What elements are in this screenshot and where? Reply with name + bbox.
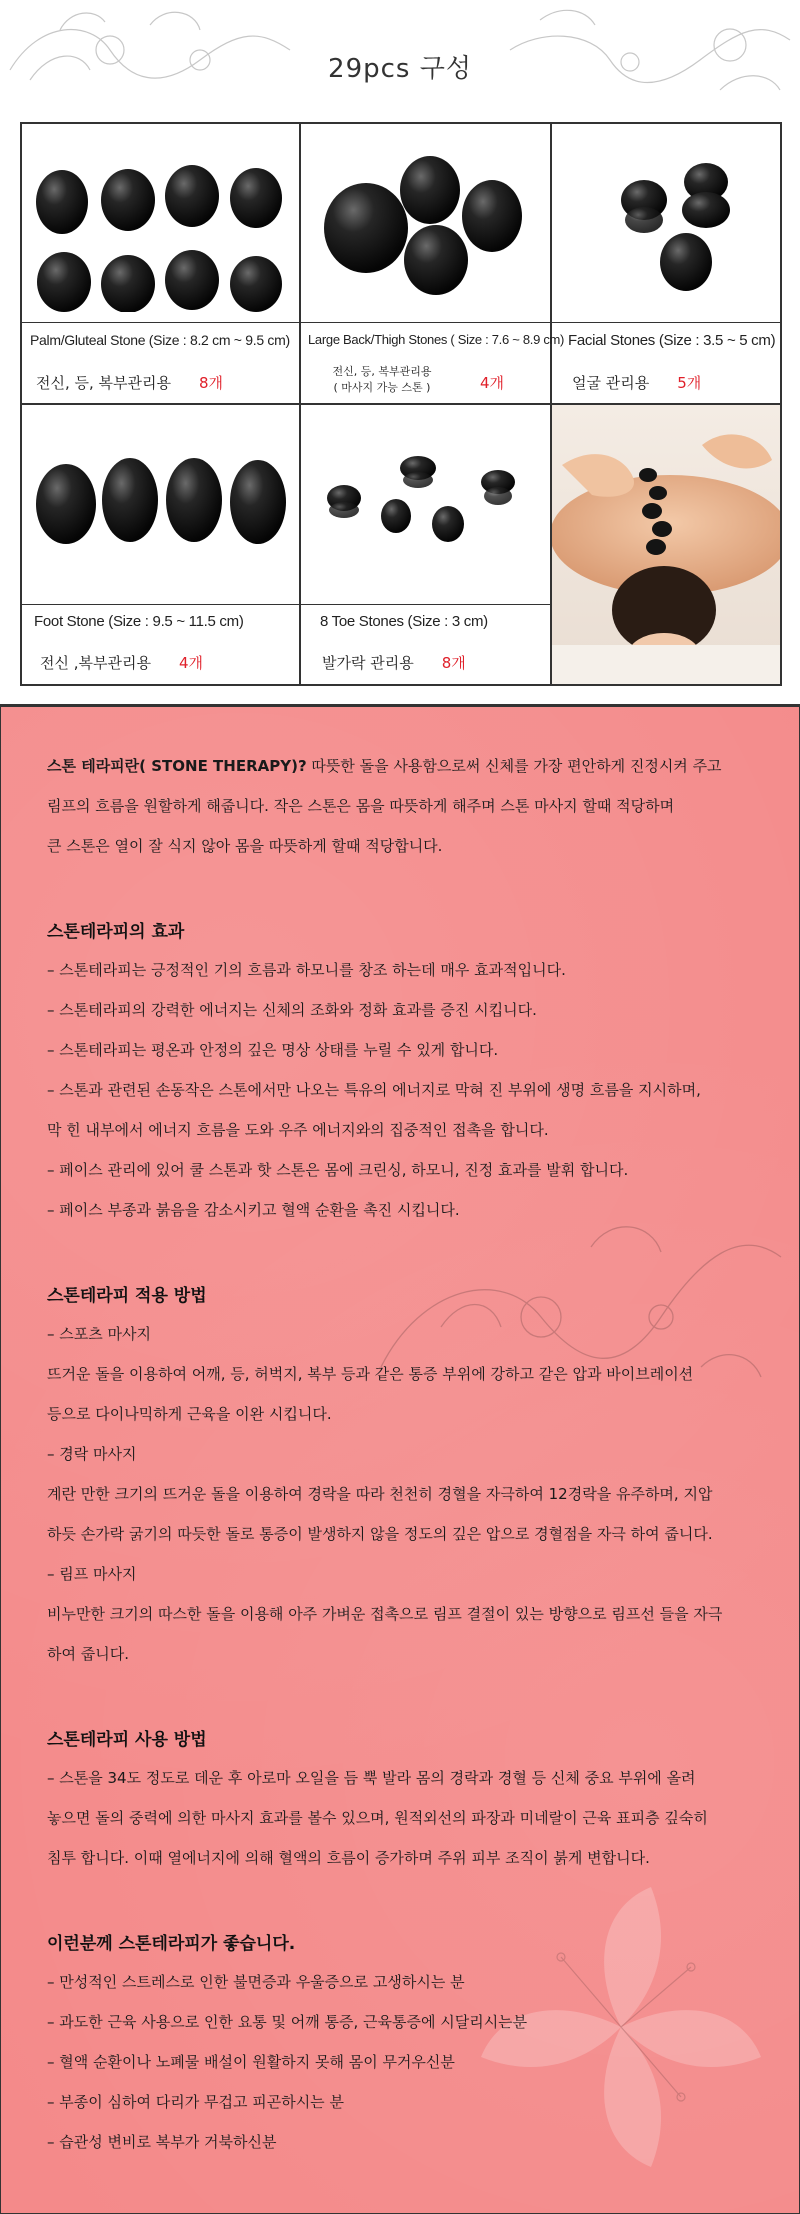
methods-line: 뜨거운 돌을 이용하여 어깨, 등, 허벅지, 복부 등과 같은 통증 부위에 강하고 같은 압과 바이브레이션 xyxy=(47,1365,694,1383)
toe-stone-usage-text: 발가락 관리용 xyxy=(322,654,414,672)
grid-divider xyxy=(22,322,780,323)
product-grid xyxy=(20,122,782,686)
methods-line: – 스포츠 마사지 xyxy=(47,1325,151,1343)
large-back-stone-usage-line1: 전신, 등, 복부관리용 xyxy=(332,365,432,378)
facial-stones-photo xyxy=(562,138,772,314)
facial-stone-caption: Facial Stones (Size : 3.5 ~ 5 cm) xyxy=(568,332,776,349)
effects-line: 막 힌 내부에서 에너지 흐름을 도와 우주 에너지와의 집중적인 접촉을 합니다. xyxy=(47,1121,549,1139)
recommend-line: – 습관성 변비로 복부가 거북하신분 xyxy=(47,2133,277,2151)
foot-stone-count: 4개 xyxy=(178,654,204,672)
recommend-heading: 이런분께 스톤테라피가 좋습니다. xyxy=(47,1934,296,1954)
stone-therapy-info-section xyxy=(0,706,800,2214)
page-title: 29pcs 구성 xyxy=(328,54,472,84)
facial-stone-usage xyxy=(572,372,701,393)
effects-line: – 페이스 관리에 있어 쿨 스톤과 핫 스톤은 몸에 크린싱, 하모니, 진정 효과를 발휘 합니다. xyxy=(47,1161,629,1179)
grid-divider xyxy=(22,604,550,605)
large-back-stones-photo xyxy=(308,138,542,318)
usage-line: – 스톤을 34도 정도로 데운 후 아로마 오일을 듬 뿍 발라 몸의 경락과 경혈 등 신체 중요 부위에 올려 xyxy=(47,1769,696,1787)
facial-stone-usage-text: 얼굴 관리용 xyxy=(572,374,650,392)
effects-line: – 스톤과 관련된 손동작은 스톤에서만 나오는 특유의 에너지로 막혀 진 부위에 생명 흐름을 지시하며, xyxy=(47,1081,701,1099)
product-composition-section xyxy=(0,0,800,706)
usage-line: 침투 합니다. 이때 열에너지에 의해 혈액의 흐름이 증가하며 주위 피부 조직이 붉게 변합니다. xyxy=(47,1849,650,1867)
foot-stone-caption: Foot Stone (Size : 9.5 ~ 11.5 cm) xyxy=(34,613,244,630)
methods-line: 하여 줍니다. xyxy=(47,1645,129,1663)
methods-line: 하듯 손가락 굵기의 따듯한 돌로 통증이 발생하지 않을 정도의 깊은 압으로 경혈점을 자극 하여 줍니다. xyxy=(47,1525,713,1543)
effects-heading: 스톤테라피의 효과 xyxy=(47,922,185,942)
large-back-stone-caption: Large Back/Thigh Stones ( Size : 7.6 ~ 8.9 cm) xyxy=(308,332,565,347)
foot-stone-usage-text: 전신 ,복부관리용 xyxy=(40,654,151,672)
palm-stone-usage-text: 전신, 등, 복부관리용 xyxy=(36,374,171,392)
usage-line: 놓으면 돌의 중력에 의한 마사지 효과를 볼수 있으며, 원적외선의 파장과 미네랄이 근육 표피층 깊숙히 xyxy=(47,1809,708,1827)
usage-heading: 스톤테라피 사용 방법 xyxy=(47,1730,207,1750)
methods-heading: 스톤테라피 적용 방법 xyxy=(47,1286,207,1306)
methods-line: – 경락 마사지 xyxy=(47,1445,137,1463)
palm-stone-caption: Palm/Gluteal Stone (Size : 8.2 cm ~ 9.5 cm) xyxy=(30,332,290,348)
methods-line: 등으로 다이나믹하게 근육을 이완 시킵니다. xyxy=(47,1405,332,1423)
effects-line: – 페이스 부종과 붉음을 감소시키고 혈액 순환을 촉진 시킵니다. xyxy=(47,1201,460,1219)
large-back-stone-usage xyxy=(312,364,452,396)
foot-stone-usage xyxy=(40,652,203,673)
large-back-stone-count: 4개 xyxy=(480,374,505,392)
recommend-line: – 부종이 심하여 다리가 무겁고 피곤하시는 분 xyxy=(47,2093,344,2111)
intro-line-2: 림프의 흐름을 원할하게 해줍니다. 작은 스톤은 몸을 따뜻하게 해주며 스톤 마사지 할때 적당하며 xyxy=(47,797,675,815)
palm-stone-usage xyxy=(36,372,223,393)
methods-line: 계란 만한 크기의 뜨거운 돌을 이용하여 경락을 따라 천천히 경혈을 자극하여 12경락을 유주하며, 지압 xyxy=(47,1485,713,1503)
intro-line-3: 큰 스톤은 열이 잘 식지 않아 몸을 따뜻하게 할때 적당합니다. xyxy=(47,837,443,855)
toe-stone-caption: 8 Toe Stones (Size : 3 cm) xyxy=(320,613,488,630)
toe-stones-photo xyxy=(308,424,542,584)
foot-stones-photo xyxy=(30,424,292,584)
large-back-stone-usage-line2: ( 마사지 가능 스톤 ) xyxy=(333,381,431,394)
massage-photo xyxy=(552,405,780,684)
intro-line-1 xyxy=(47,755,722,776)
palm-stone-count: 8개 xyxy=(199,374,224,392)
recommend-line: – 혈액 순환이나 노폐물 배설이 원활하지 못해 몸이 무거우신분 xyxy=(47,2053,455,2071)
effects-line: – 스톤테라피의 강력한 에너지는 신체의 조화와 정화 효과를 증진 시킵니다. xyxy=(47,1001,537,1019)
methods-line: 비누만한 크기의 따스한 돌을 이용해 아주 가벼운 접촉으로 림프 결절이 있는 방향으로 림프선 들을 자극 xyxy=(47,1605,723,1623)
recommend-line: – 만성적인 스트레스로 인한 불면증과 우울증으로 고생하시는 분 xyxy=(47,1973,465,1991)
intro-line-1-text: 따뜻한 돌을 사용함으로써 신체를 가장 편안하게 진정시켜 주고 xyxy=(306,757,722,775)
effects-line: – 스톤테라피는 평온과 안정의 깊은 명상 상태를 누릴 수 있게 합니다. xyxy=(47,1041,499,1059)
recommend-line: – 과도한 근육 사용으로 인한 요통 및 어깨 통증, 근육통증에 시달리시는분 xyxy=(47,2013,528,2031)
methods-line: – 림프 마사지 xyxy=(47,1565,137,1583)
effects-line: – 스톤테라피는 긍정적인 기의 흐름과 하모니를 창조 하는데 매우 효과적입니다. xyxy=(47,961,566,979)
toe-stone-usage xyxy=(322,652,466,673)
facial-stone-count: 5개 xyxy=(677,374,702,392)
palm-stones-photo xyxy=(30,142,292,312)
intro-title: 스톤 테라피란( STONE THERAPY)? xyxy=(47,757,307,775)
toe-stone-count: 8개 xyxy=(441,654,466,672)
